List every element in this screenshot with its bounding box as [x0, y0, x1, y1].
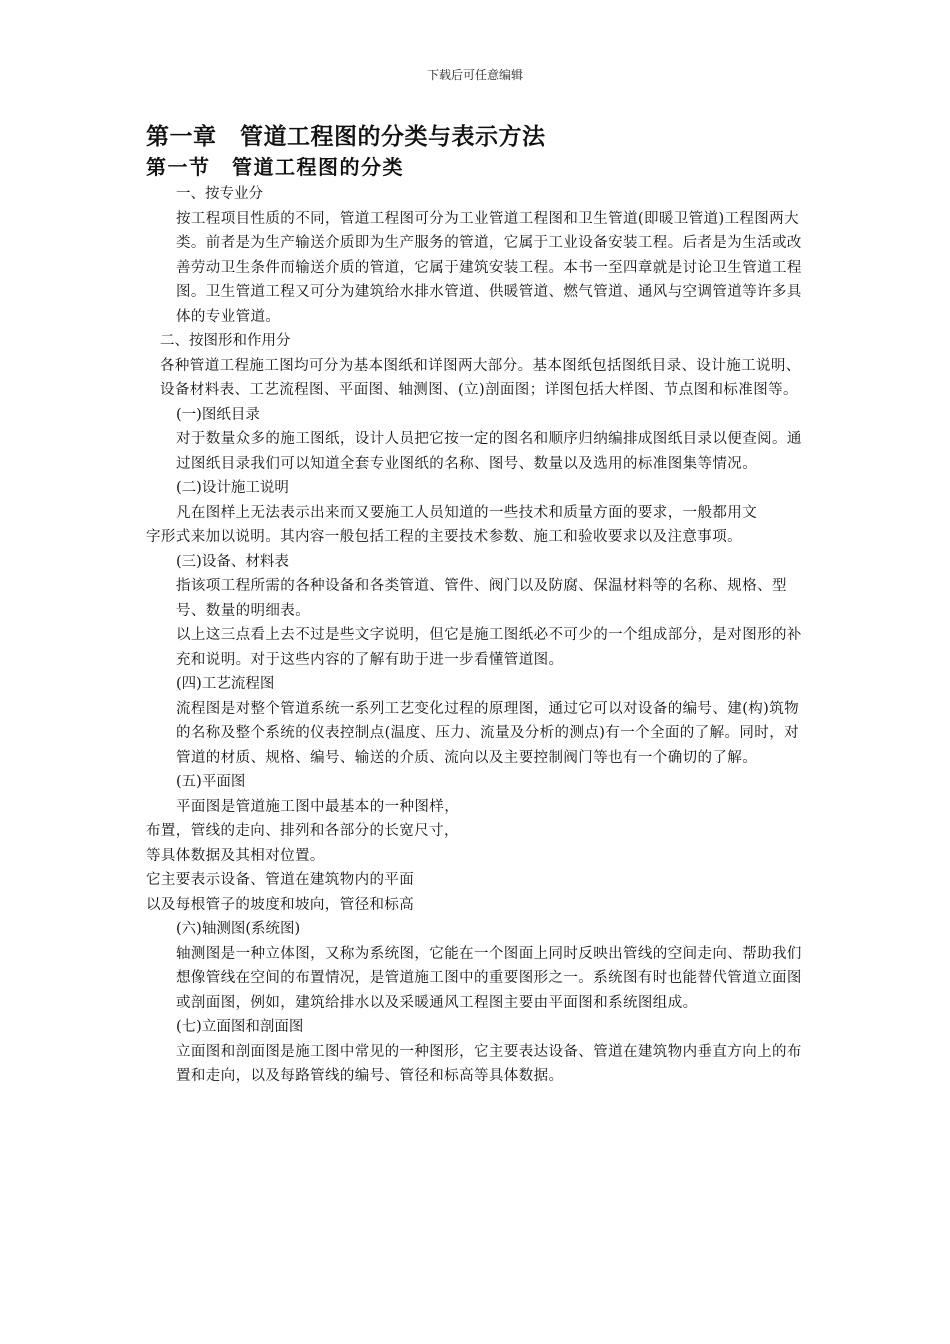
body-text — [146, 182, 810, 1089]
paragraph: 等具体数据及其相对位置。 — [146, 847, 325, 864]
chapter-title: 第一章 管道工程图的分类与表示方法 — [146, 124, 546, 150]
paragraph: 对于数量众多的施工图纸，设计人员把它按一定的图名和顺序归纳编排成图纸目录以便查阅。通过图纸目录我们可以知道全套专业图纸的名称、图号、数量以及选用的标准图集等情况。 — [176, 431, 802, 472]
paragraph: 它主要表示设备、管道在建筑物内的平面 — [146, 872, 415, 888]
paragraph: 以及每根管子的坡度和坡向，管径和标高 — [146, 896, 415, 913]
paragraph: 各种管道工程施工图均可分为基本图纸和详图两大部分。基本图纸包括图纸目录、设计施工说明、设备材料表、工艺流程图、平面图、轴测图、(立)剖面图；详图包括大样图、节点图和标准图等。 — [160, 357, 801, 398]
section-title: 第一节 管道工程图的分类 — [146, 155, 404, 179]
paragraph: 布置，管线的走向、排列和各部分的长宽尺寸， — [146, 823, 459, 839]
subheading: (二)设计施工说明 — [176, 480, 289, 496]
document-body — [146, 120, 810, 1089]
subheading: 一、按专业分 — [176, 186, 263, 202]
subheading: (三)设备、材料表 — [176, 553, 289, 570]
paragraph: 流程图是对整个管道系统一系列工艺变化过程的原理图，通过它可以对设备的编号、建(构)筑物的名称及整个系统的仪表控制点(温度、压力、流量及分析的测点)有一个全面的了解。同时，对管道的材质、规格、编号、输送的介质、流向以及主要控制阀门等也有一个确切的了解。 — [176, 700, 800, 766]
subheading: (六)轴测图(系统图) — [176, 921, 301, 937]
paragraph: 立面图和剖面图是施工图中常见的一种图形，它主要表达设备、管道在建筑物内垂直方向上的布置和走向，以及每路管线的编号、管径和标高等具体数据。 — [176, 1043, 802, 1084]
paragraph: 以上这三点看上去不过是些文字说明，但它是施工图纸必不可少的一个组成部分，是对图形的补充和说明。对于这些内容的了解有助于进一步看懂管道图。 — [176, 627, 802, 668]
subheading: (七)立面图和剖面图 — [176, 1019, 304, 1035]
paragraph: 凡在图样上无法表示出来而又要施工人员知道的一些技术和质量方面的要求，一般都用文 — [176, 504, 758, 521]
subheading: (四)工艺流程图 — [176, 676, 275, 692]
page-header-note: 下载后可任意编辑 — [426, 68, 523, 82]
subheading: 二、按图形和作用分 — [160, 333, 291, 349]
paragraph: 轴测图是一种立体图，又称为系统图，它能在一个图面上同时反映出管线的空间走向、帮助我们想像管线在空间的布置情况，是管道施工图中的重要图形之一。系统图有时也能替代管道立面图或剖面图，例如，建筑给排水以及采暖通风工程图主要由平面图和系统图组成。 — [176, 945, 802, 1011]
subheading: (五)平面图 — [176, 774, 246, 790]
paragraph: 字形式来加以说明。其内容一般包括工程的主要技术参数、施工和验收要求以及注意事项。 — [146, 529, 742, 545]
paragraph: 平面图是管道施工图中最基本的一种图样， — [176, 798, 460, 815]
paragraph: 按工程项目性质的不同，管道工程图可分为工业管道工程图和卫生管道(即暖卫管道)工程图两大类。前者是为生产输送介质即为生产服务的管道，它属于工业设备安装工程。后者是为生活或改善劳动卫生条件而输送介质的管道，它属于建筑安装工程。本书一至四章就是讨论卫生管道工程图。卫生管道工程又可分为建筑给水排水管道、供暖管道、燃气管道、通风与空调管道等许多具体的专业管道。 — [176, 210, 802, 325]
subheading: (一)图纸目录 — [176, 406, 260, 423]
paragraph: 指该项工程所需的各种设备和各类管道、管件、阀门以及防腐、保温材料等的名称、规格、型号、数量的明细表。 — [176, 578, 787, 619]
